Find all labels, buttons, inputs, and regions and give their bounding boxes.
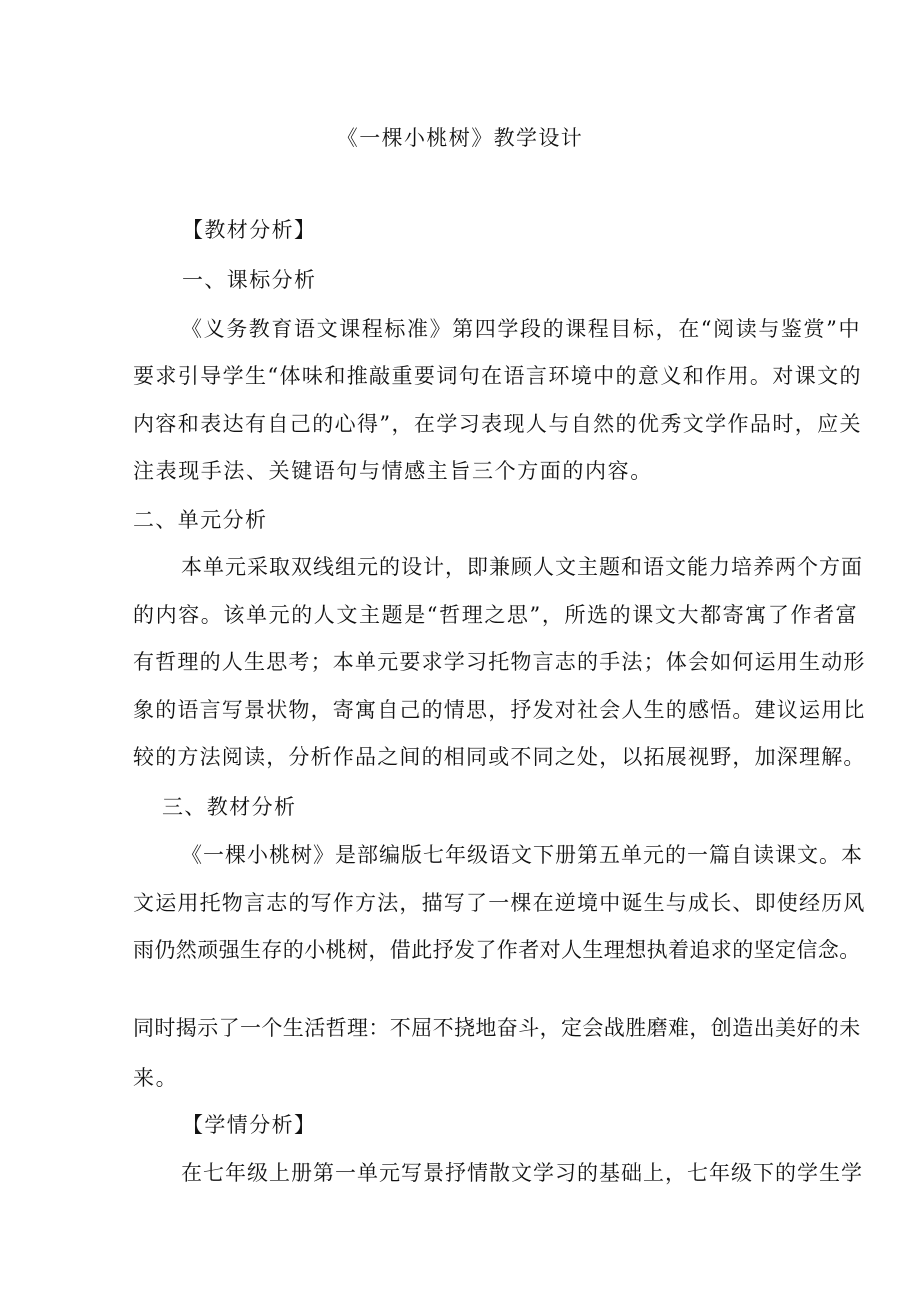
section-heading-textbook-analysis: 【教材分析】 — [182, 218, 317, 242]
paragraph-line: 同时揭示了一个生活哲理：不屈不挠地奋斗，定会战胜磨难，创造出美好的未 — [133, 1016, 861, 1040]
section-heading-student-analysis: 【学情分析】 — [182, 1113, 317, 1137]
paragraph-line: 《一棵小桃树》是部编版七年级语文下册第五单元的一篇自读课文。本 — [181, 843, 863, 867]
paragraph-line: 《义务教育语文课程标准》第四学段的课程目标，在“阅读与鉴赏”中 — [181, 317, 862, 341]
paragraph-line: 内容和表达有自己的心得”，在学习表现人与自然的优秀文学作品时，应关 — [133, 412, 862, 436]
paragraph-line: 雨仍然顽强生存的小桃树，借此抒发了作者对人生理想执着追求的坚定信念。 — [133, 938, 861, 962]
paragraph-line: 注表现手法、关键语句与情感主旨三个方面的内容。 — [133, 459, 653, 483]
subheading-curriculum-analysis: 一、课标分析 — [182, 268, 317, 292]
paragraph-line: 较的方法阅读，分析作品之间的相同或不同之处，以拓展视野，加深理解。 — [133, 745, 866, 769]
paragraph-line: 有哲理的人生思考；本单元要求学习托物言志的手法；体会如何运用生动形 — [133, 650, 866, 674]
paragraph-line: 本单元采取双线组元的设计，即兼顾人文主题和语文能力培养两个方面 — [181, 555, 863, 579]
paragraph-line: 象的语言写景状物，寄寓自己的情思，抒发对社会人生的感悟。建议运用比 — [133, 698, 866, 722]
paragraph-line: 的内容。该单元的人文主题是“哲理之思”，所选的课文大都寄寓了作者富 — [133, 603, 859, 627]
paragraph-line: 文运用托物言志的写作方法，描写了一棵在逆境中诞生与成长、即使经历风 — [133, 891, 866, 915]
paragraph-line: 在七年级上册第一单元写景抒情散文学习的基础上，七年级下的学生学 — [181, 1161, 863, 1185]
subheading-unit-analysis: 二、单元分析 — [133, 508, 268, 532]
document-title: 《一棵小桃树》教学设计 — [336, 126, 584, 150]
paragraph-line: 要求引导学生“体味和推敲重要词句在语言环境中的意义和作用。对课文的 — [133, 364, 862, 388]
paragraph-line: 来。 — [133, 1066, 179, 1090]
subheading-material-analysis: 三、教材分析 — [162, 795, 297, 819]
